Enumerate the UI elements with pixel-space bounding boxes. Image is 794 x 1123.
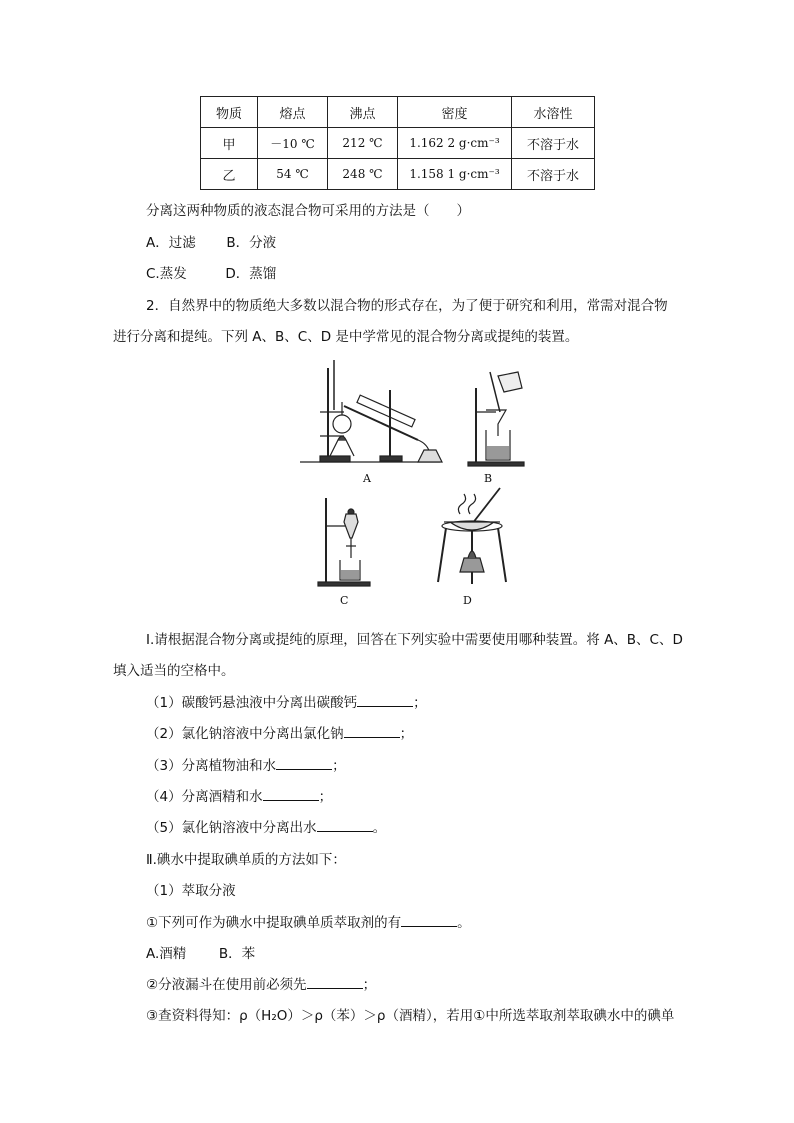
evaporation-apparatus-figure	[432, 486, 512, 586]
q1-option-b: B．分液	[226, 235, 277, 251]
item-end: 。	[372, 820, 387, 836]
part2-question-1	[146, 911, 471, 931]
table-header: 沸点	[328, 97, 398, 128]
table-header: 水溶性	[512, 97, 595, 128]
table-header: 熔点	[258, 97, 328, 128]
part2-subtitle: （1）萃取分液	[146, 883, 236, 899]
item-text: （2）氯化钠溶液中分离出氯化钠	[146, 726, 344, 742]
table-header-row	[201, 97, 595, 128]
q1-option-a: A．过滤	[146, 235, 196, 251]
p2-option-a: A.酒精	[146, 946, 187, 962]
properties-table	[200, 96, 595, 190]
part2-question-2	[146, 973, 376, 993]
answer-blank[interactable]	[344, 723, 400, 738]
question-text: ②分液漏斗在使用前必须先	[146, 977, 307, 993]
part2-question-3: ③查资料得知：ρ（H₂O）＞ρ（苯）＞ρ（酒精），若用①中所选萃取剂萃取碘水中的碘单	[146, 1008, 675, 1024]
table-cell: 212 ℃	[328, 128, 398, 159]
table-cell: 甲	[201, 128, 258, 159]
item-end: ；	[318, 789, 333, 805]
question-text: ①下列可作为碘水中提取碘单质萃取剂的有	[146, 915, 402, 931]
q2-intro-line-1: 2．自然界中的物质绝大多数以混合物的形式存在，为了便于研究和利用，常需对混合物	[146, 298, 668, 314]
table-cell: 248 ℃	[328, 159, 398, 190]
table-cell: 不溶于水	[512, 159, 595, 190]
item-end: ；	[413, 695, 427, 711]
table-cell: 乙	[201, 159, 258, 190]
table-cell: 1.158 1 g·cm⁻³	[398, 159, 512, 190]
table-header: 物质	[201, 97, 258, 128]
part1-item-1	[146, 691, 427, 711]
q1-options-row-1	[146, 231, 276, 251]
part1-item-5	[146, 816, 386, 836]
part1-item-4	[146, 785, 332, 805]
table-cell: －10 ℃	[258, 128, 328, 159]
part2-options	[146, 942, 255, 962]
table-cell: 不溶于水	[512, 128, 595, 159]
q1-option-c: C.蒸发	[146, 266, 187, 282]
answer-blank[interactable]	[317, 817, 373, 832]
answer-blank[interactable]	[357, 692, 413, 707]
separatory-funnel-figure	[314, 492, 374, 588]
question-end: 。	[457, 915, 471, 931]
item-text: （1）碳酸钙悬浊液中分离出碳酸钙	[146, 695, 358, 711]
item-text: （5）氯化钠溶液中分离出水	[146, 820, 317, 836]
distillation-apparatus-figure	[300, 360, 460, 470]
answer-blank[interactable]	[263, 786, 319, 801]
part2-title: Ⅱ.碘水中提取碘单质的方法如下：	[146, 852, 346, 868]
table-row	[201, 159, 595, 190]
q2-intro-line-2: 进行分离和提纯。下列 A、B、C、D 是中学常见的混合物分离或提纯的装置。	[113, 329, 579, 345]
figure-c-label: C	[340, 594, 349, 607]
part1-item-3	[146, 754, 346, 774]
figure-a-label: A	[363, 472, 371, 485]
answer-blank[interactable]	[401, 912, 457, 927]
answer-blank[interactable]	[307, 974, 363, 989]
item-text: （4）分离酒精和水	[146, 789, 263, 805]
figure-d-label: D	[463, 594, 472, 607]
q1-option-d: D．蒸馏	[225, 266, 277, 282]
item-end: ；	[399, 726, 414, 742]
part1-instruction-line-2: 填入适当的空格中。	[113, 663, 235, 679]
part1-instruction-line-1: Ⅰ.请根据混合物分离或提纯的原理，回答在下列实验中需要使用哪种装置。将 A、B、C、D	[146, 632, 683, 648]
item-text: （3）分离植物油和水	[146, 758, 277, 774]
answer-blank[interactable]	[276, 755, 332, 770]
table-header: 密度	[398, 97, 512, 128]
item-end: ；	[332, 758, 346, 774]
part1-item-2	[146, 722, 413, 742]
table-row	[201, 128, 595, 159]
filtration-apparatus-figure	[462, 368, 532, 468]
p2-option-b: B．苯	[218, 946, 256, 962]
question-end: ；	[362, 977, 377, 993]
table-cell: 1.162 2 g·cm⁻³	[398, 128, 512, 159]
q1-stem: 分离这两种物质的液态混合物可采用的方法是（ ）	[146, 203, 470, 219]
figure-b-label: B	[484, 472, 493, 485]
table-cell: 54 ℃	[258, 159, 328, 190]
q1-options-row-2	[146, 262, 276, 282]
